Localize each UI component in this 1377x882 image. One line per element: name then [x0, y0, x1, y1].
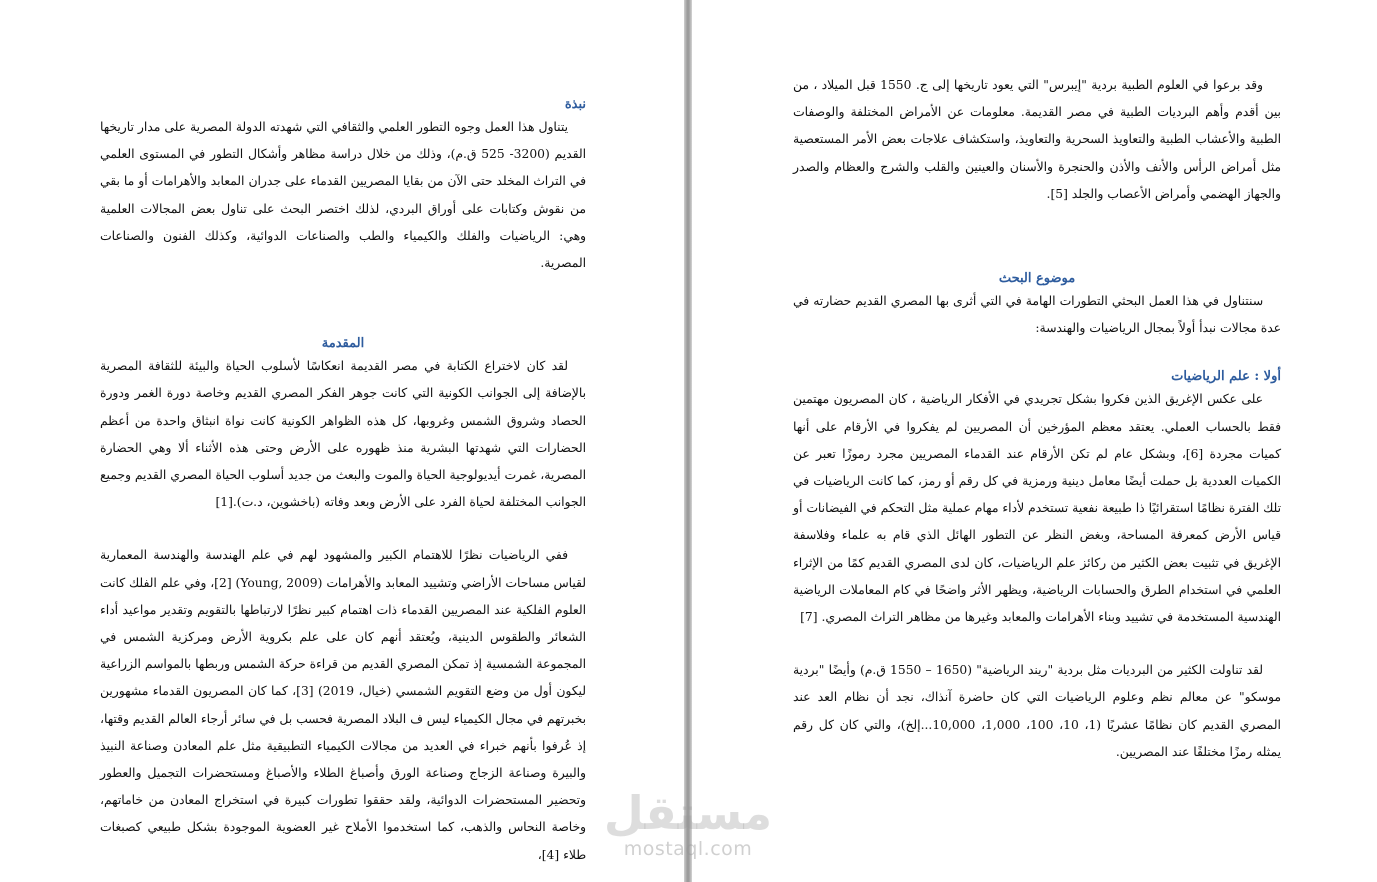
introduction-paragraph-2: ففي الرياضيات نظرًا للاهتمام الكبير والمشهود لهم في علم الهندسة والهندسة المعمارية لقياس مساحات الأراضي وتشييد المعابد والأهرامات (Young, 2009) [2]، وفي علم الفلك كانت العلوم الفلكية عند المصريين القدماء ذات اهتمام كبير نظرًا لارتباطها بالتقويم وتقدير مواعيد أداء الشعائر والطقوس الدينية، ويُعتقد أنهم كان على علم بكروية الأرض ومركزية الشمس في المجموعة الشمسية إذ تمكن المصري القديم من قراءة حركة الشمس وربطها بالمواسم الزراعية ليكون أول من وضع التقويم الشمسي (خيال، 2019) [3]، كما كان المصريون القدماء مشهورين بخبرتهم في مجال الكيمياء ليس ف البلاد المصرية فحسب بل في سائر أرجاء العالم القديم وقتها، إذ عُرفوا بأنهم خبراء في العديد من مجالات الكيمياء التطبيقية مثل علم المعادن وصناعة النبيذ والبيرة وصناعة الزجاج وصناعة الورق وأصباغ الطلاء والأصباغ ومستحضرات التجميل والعطور وتحضير المستحضرات الدوائية، ولقد حققوا تطورات كبيرة في استخراج المعادن من خاماتهم، وخاصة النحاس والذهب، كما استخدموا الأملاح غير العضوية الموجودة بشكل طبيعي كصبغات طلاء [4]، [99, 548, 586, 862]
mathematics-heading: أولا : علم الرياضيات [1171, 369, 1281, 385]
mathematics-paragraph-2: لقد تناولت الكثير من البرديات مثل بردية "ريند الرياضية" (1650 – 1550 ق.م) وأيضًا "بردية موسكو" عن معالم نظم وعلوم الرياضيات التي كان حاضرة آنذاك، نجد أن نظام العد عند المصري القديم كان نظامًا عشريًا (1، 10، 100، 1,000، 10,000...إلخ)، والتي كان كل رقم يمثله رمزًا مختلفًا عند المصريين. [793, 663, 1281, 759]
watermark-logo-latin: mostaql.com [623, 838, 753, 860]
research-topic-heading: موضوع البحث [998, 271, 1076, 287]
watermark-logo-arabic: مستقل [603, 786, 773, 840]
research-topic-paragraph: سنتناول في هذا العمل البحثي التطورات الهامة في التي أثرى بها المصري القديم حضارته في عدة مجالات نبدأ أولاً بمجال الرياضيات والهندسة: [793, 294, 1281, 336]
medical-paragraph: وقد برعوا في العلوم الطبية بردية "إيبرس" التي يعود تاريخها إلى ج. 1550 قبل الميلاد ، من بين أقدم وأهم البرديات الطبية في مصر القديمة. معلومات عن الأمراض المختلفة والوصفات الطبية والأعشاب الطبية والتعاويذ السحرية والتعاويذ، واستكشاف علاجات بعض الأمر المستعصية مثل أمراض الرأس والأنف والأذن والحنجرة والأسنان والعينين والقلب والشرج والعظام والصدر والجهاز الهضمي وأمراض الأعصاب والجلد [5]. [793, 78, 1281, 201]
page-gutter [684, 0, 692, 882]
right-page-column [793, 72, 1281, 766]
introduction-heading: المقدمة [321, 336, 365, 352]
introduction-paragraph-1: لقد كان لاختراع الكتابة في مصر القديمة انعكاسًا لأسلوب الحياة والبيئة للثقافة المصرية بالإضافة إلى الجوانب الكونية التي كانت جوهر الفكر المصري القديم وخاصة دورة الغمر ودورة الحصاد وشروق الشمس وغروبها، كل هذه الظواهر الكونية كانت نواة انبثاق واحدة من أعظم الحضارات التي شهدتها البشرية منذ ظهوره على الأرض وحتى هذه الأثناء ألا وهي الحضارة المصرية، غمرت أيديولوجية الحياة والموت والبعث من جديد أسلوب الحياة المصري القديم وجميع الجوانب المختلفة لحياة الفرد على الأرض وبعد وفاته (باخشوين، د.ت).[1] [100, 359, 586, 510]
left-page-column [100, 96, 586, 869]
abstract-heading: نبذة [564, 97, 586, 112]
abstract-paragraph: يتناول هذا العمل وجوه التطور العلمي والثقافي التي شهدته الدولة المصرية على مدار تاريخها القديم (3200- 525 ق.م)، وذلك من خلال دراسة مظاهر وأشكال التطور في المستوى العلمي في التراث المخلد حتى الآن من بقايا المصريين القدماء على جدران المعابد والأهرامات أو ما بقي من نقوش وكتابات على أوراق البردي، لذلك اختصر البحث على تناول بعض المجالات العلمية وهي: الرياضيات والفلك والكيمياء والطب والصناعات الدوائية، وكذلك الفنون والصناعات المصرية. [100, 120, 586, 271]
left-page [0, 0, 684, 882]
mathematics-paragraph-1: على عكس الإغريق الذين فكروا بشكل تجريدي في الأفكار الرياضية ، كان المصريون مهتمين فقط بالحساب العملي. يعتقد معظم المؤرخين أن المصريين لم يفكروا في الأرقام على أنها كميات مجردة [6]، وبشكل عام لم تكن الأرقام عند القدماء المصريين مجرد رموزًا تعبر عن الكميات العددية بل حملت أيضًا معامل دينية ورمزية في كل رقم أو رمز، كما كانت الرياضيات في تلك الفترة نظامًا استقرائيًا ذا طبيعة نفعية تستخدم لأداء مهام عملية مثل التحكم في الفيضانات أو قياس الأرض كمعرفة المساحة، وبغض النظر عن التطور الهائل الذي قام به علماء وفلاسفة الإغريق في تثبيت بعض الكثير من ركائز علم الرياضيات، كان لدى المصري القديم كمًا من الإثراء العلمي في استخدام الطرق والحسابات الرياضية، ويظهر الأثر واضحًا في كام المعاملات الرياضية الهندسية المستخدمة في تشييد وبناء الأهرامات والمعابد وغيرها من مظاهر التراث المصري. [7] [793, 392, 1282, 625]
